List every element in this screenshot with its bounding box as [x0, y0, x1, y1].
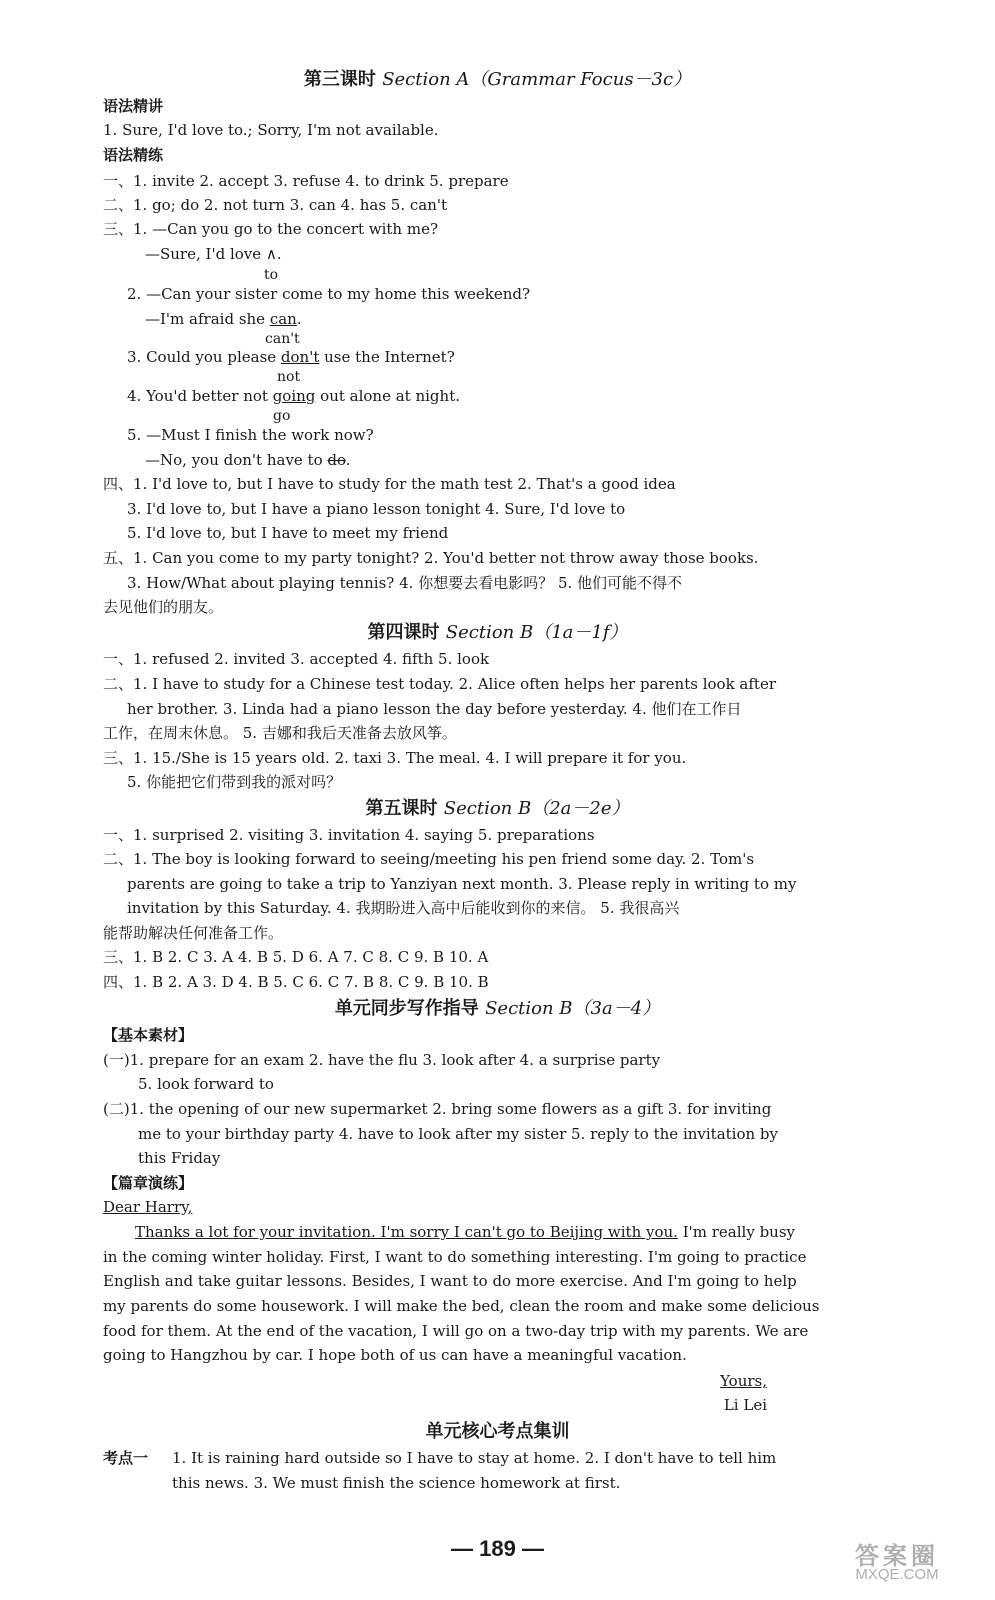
lesson4-heading: [0, 621, 995, 645]
gp-three-1b: —Sure, I'd love ∧.: [145, 245, 282, 263]
l4-three-1: 三、1. 15./She is 15 years old. 2. taxi 3. The meal. 4. I will prepare it for you.: [103, 749, 687, 767]
grammar-practice-label: 语法精练: [103, 146, 164, 164]
gp-five-1: 五、1. Can you come to my party tonight? 2. You'd better not throw away those books.: [103, 549, 759, 567]
lesson3-heading: [0, 68, 995, 92]
l5-four: 四、1. B 2. A 3. D 4. B 5. C 6. C 7. B 8. C 9. B 10. B: [103, 973, 489, 991]
letter-p4: my parents do some housework. I will make the bed, clean the room and make some delicious: [103, 1297, 820, 1315]
l4-two-2: her brother. 3. Linda had a piano lesson the day before yesterday. 4. 他们在工作日: [127, 700, 742, 718]
letter-p2: in the coming winter holiday. First, I want to do something interesting. I'm going to practice: [103, 1248, 807, 1266]
error-word-dont: don't: [280, 348, 320, 366]
gp-three-2a: 2. —Can your sister come to my home this weekend?: [127, 285, 531, 303]
deleted-word-do: do: [327, 451, 346, 469]
lesson4-section: Section B（1a－1f）: [445, 622, 628, 643]
l5-two-1: 二、1. The boy is looking forward to seeing/meeting his pen friend some day. 2. Tom's: [103, 850, 755, 868]
watermark-logo: 答案圈 MXQE.COM: [855, 1543, 939, 1583]
practice-label: 【篇章演练】: [103, 1174, 194, 1192]
l5-two-2: parents are going to take a trip to Yanziyan next month. 3. Please reply in writing to my: [127, 875, 797, 893]
l5-two-3: invitation by this Saturday. 4. 我期盼进入高中后能收到你的来信。 5. 我很高兴: [127, 899, 680, 917]
gp-three-4: 4. You'd better not going out alone at night.: [127, 387, 460, 405]
core-point-1-a: 1. It is raining hard outside so I have to stay at home. 2. I don't have to tell him: [172, 1449, 777, 1467]
letter-closing: Yours,: [720, 1372, 767, 1390]
letter-p6: going to Hangzhou by car. I hope both of us can have a meaningful vacation.: [103, 1346, 687, 1364]
core-point-1-label: 考点一: [103, 1449, 149, 1467]
ge-item-1: 1. Sure, I'd love to.; Sorry, I'm not available.: [103, 121, 439, 139]
basic-b2: me to your birthday party 4. have to look after my sister 5. reply to the invitation by: [138, 1125, 779, 1143]
l4-two-3: 工作，在周末休息。 5. 吉娜和我后天准备去放风筝。: [103, 724, 457, 742]
l5-three: 三、1. B 2. C 3. A 4. B 5. D 6. A 7. C 8. C 9. B 10. A: [103, 948, 489, 966]
error-word-going: going: [272, 387, 316, 405]
writing-title: 单元同步写作指导: [334, 998, 479, 1019]
lesson4-title: 第四课时: [367, 622, 440, 643]
l4-two-1: 二、1. I have to study for a Chinese test today. 2. Alice often helps her parents look after: [103, 675, 777, 693]
lesson5-title: 第五课时: [365, 798, 438, 819]
lesson3-section: Section A（Grammar Focus－3c）: [382, 69, 692, 90]
gp-five-3: 去见他们的朋友。: [103, 598, 224, 616]
letter-opening-sentence: Thanks a lot for your invitation. I'm sorry I can't go to Beijing with you.: [135, 1223, 678, 1241]
gp-one: 一、1. invite 2. accept 3. refuse 4. to drink 5. prepare: [103, 172, 509, 190]
letter-p5: food for them. At the end of the vacation, I will go on a two-day trip with my parents. We are: [103, 1322, 809, 1340]
l5-one: 一、1. surprised 2. visiting 3. invitation 4. saying 5. preparations: [103, 826, 595, 844]
basic-a2: 5. look forward to: [138, 1075, 274, 1093]
lesson5-heading: [0, 797, 995, 821]
gp-four-2: 3. I'd love to, but I have a piano lesson tonight 4. Sure, I'd love to: [127, 500, 626, 518]
gp-two: 二、1. go; do 2. not turn 3. can 4. has 5. can't: [103, 196, 448, 214]
lesson3-title: 第三课时: [303, 69, 376, 90]
basic-material-label: 【基本素材】: [103, 1026, 194, 1044]
error-word-can: can: [269, 310, 297, 328]
lesson5-section: Section B（2a－2e）: [443, 798, 630, 819]
l4-three-2: 5. 你能把它们带到我的派对吗？: [127, 773, 342, 791]
basic-b3: this Friday: [138, 1149, 221, 1167]
basic-b1: (二)1. the opening of our new supermarket 2. bring some flowers as a gift 3. for inviting: [103, 1100, 772, 1118]
letter-p3: English and take guitar lessons. Besides, I want to do more exercise. And I'm going to help: [103, 1272, 797, 1290]
gp-three-5b: —No, you don't have to do.: [145, 451, 351, 469]
writing-section: Section B（3a－4）: [485, 998, 661, 1019]
gp-three-2b: —I'm afraid she can.: [145, 310, 302, 328]
correction-go: go: [273, 408, 291, 424]
writing-heading: [0, 997, 995, 1021]
gp-three-1a: 三、1. —Can you go to the concert with me?: [103, 220, 438, 238]
letter-p1: Thanks a lot for your invitation. I'm sorry I can't go to Beijing with you. I'm really busy: [135, 1223, 796, 1241]
correction-cant: can't: [265, 331, 300, 347]
gp-four-1: 四、1. I'd love to, but I have to study for the math test 2. That's a good idea: [103, 475, 676, 493]
gp-three-5a: 5. —Must I finish the work now?: [127, 426, 374, 444]
core-point-1-b: this news. 3. We must finish the science homework at first.: [172, 1474, 621, 1492]
correction-not: not: [277, 369, 301, 385]
l4-one: 一、1. refused 2. invited 3. accepted 4. fifth 5. look: [103, 650, 490, 668]
gp-five-2: 3. How/What about playing tennis? 4. 你想要去看电影吗？ 5. 他们可能不得不: [127, 574, 683, 592]
gp-four-3: 5. I'd love to, but I have to meet my friend: [127, 524, 449, 542]
correction-to: to: [264, 267, 279, 283]
gp-three-3: 3. Could you please don't use the Internet?: [127, 348, 455, 366]
letter-greeting: Dear Harry,: [103, 1198, 193, 1216]
page-number: — 189 —: [451, 1536, 544, 1561]
basic-a1: (一)1. prepare for an exam 2. have the flu 3. look after 4. a surprise party: [103, 1051, 661, 1069]
letter-signature: Li Lei: [723, 1396, 767, 1414]
grammar-explain-label: 语法精讲: [103, 97, 164, 115]
core-heading: 单元核心考点集训: [425, 1421, 570, 1442]
l5-two-4: 能帮助解决任何准备工作。: [103, 924, 284, 942]
